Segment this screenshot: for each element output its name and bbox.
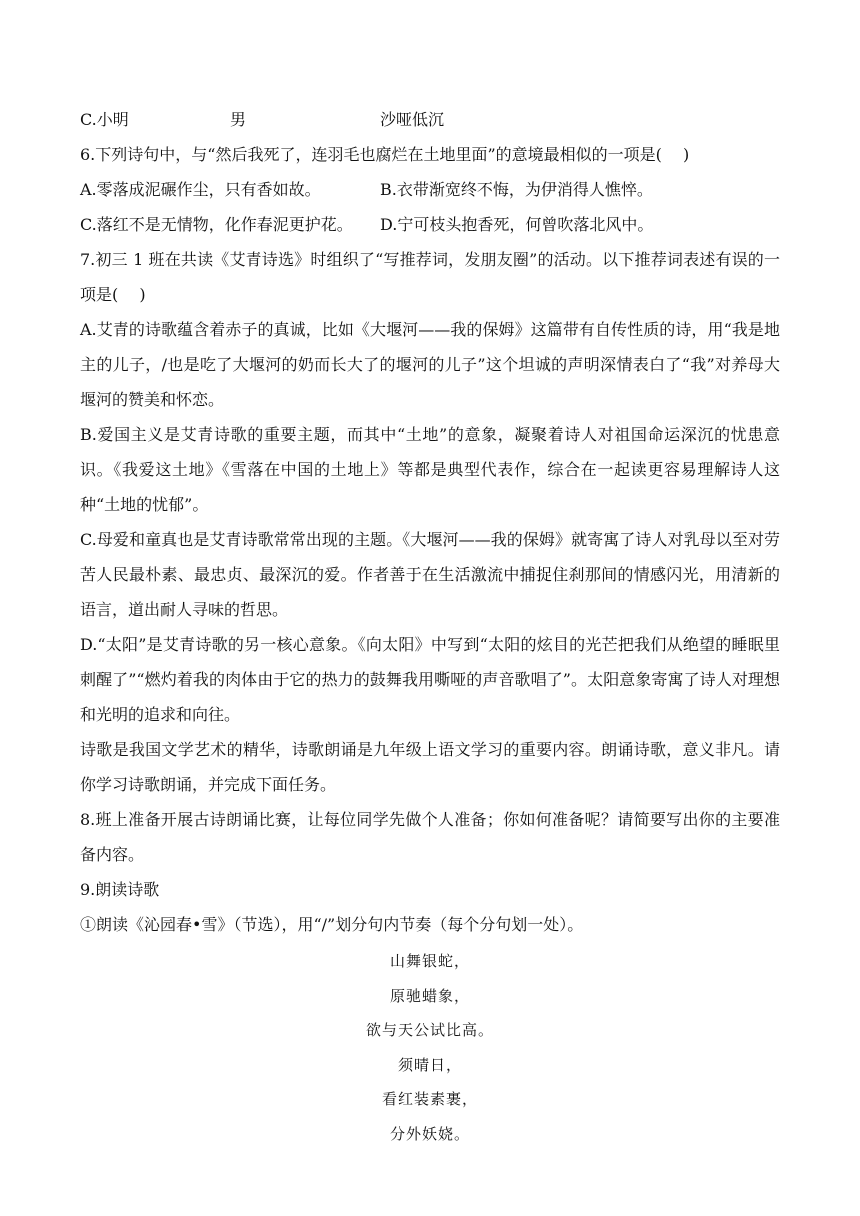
q6-option-b: B.衣带渐宽终不悔，为伊消得人憔悴。 bbox=[380, 180, 653, 199]
poem-line: 山舞银蛇， bbox=[389, 952, 470, 970]
q5-option-c-voice: 沙哑低沉 bbox=[380, 110, 445, 129]
q7-option-a: A.艾青的诗歌蕴含着赤子的真诚，比如《大堰河——我的保姆》这篇带有自传性质的诗，用“我是地主的儿子，/也是吃了大堰河的奶而长大了的堰河的儿子”这个坦诚的声明深情表白了“我”对养母大堰河的赞美和怀恋。 bbox=[80, 320, 780, 409]
q6-options-cd bbox=[80, 207, 780, 242]
q5-option-c-label: C.小明 bbox=[80, 110, 129, 129]
poem-line: 欲与天公试比高。 bbox=[365, 1021, 494, 1039]
section-intro: 诗歌是我国文学艺术的精华，诗歌朗诵是九年级上语文学习的重要内容。朗诵诗歌，意义非凡。请你学习诗歌朗诵，并完成下面任务。 bbox=[80, 740, 780, 794]
q7-option-d: D.“太阳”是艾青诗歌的另一核心意象。《向太阳》中写到“太阳的炫目的光芒把我们从绝望的睡眠里刺醒了”“燃灼着我的肉体由于它的热力的鼓舞我用嘶哑的声音歌唱了”。太阳意象寄寓了诗人对理想和光明的追求和向往。 bbox=[80, 635, 780, 724]
q5-option-c-gender: 男 bbox=[230, 110, 247, 129]
q6-stem: 6.下列诗句中，与“然后我死了，连羽毛也腐烂在土地里面”的意境最相似的一项是( ) bbox=[80, 145, 690, 164]
q7-option-c: C.母爱和童真也是艾青诗歌常常出现的主题。《大堰河——我的保姆》就寄寓了诗人对乳母以至对劳苦人民最朴素、最忠贞、最深沉的爱。作者善于在生活激流中捕捉住刹那间的情感闪光，用清新的语言，道出耐人寻味的哲思。 bbox=[80, 530, 780, 619]
q7-stem: 7.初三 1 班在共读《艾青诗选》时组织了“写推荐词，发朋友圈”的活动。以下推荐词表述有误的一项是( ) bbox=[80, 250, 780, 304]
q6-option-c: C.落红不是无情物，化作春泥更护花。 bbox=[80, 215, 353, 234]
poem-line: 原驰蜡象， bbox=[389, 986, 470, 1005]
q6-options-ab bbox=[80, 172, 780, 207]
poem-excerpt bbox=[80, 944, 780, 1151]
document-page bbox=[80, 102, 780, 1151]
poem-line: 分外妖娆。 bbox=[389, 1124, 470, 1143]
poem-line: 须晴日， bbox=[397, 1055, 462, 1074]
q5-option-c-row bbox=[80, 102, 780, 137]
q9-title: 9.朗读诗歌 bbox=[80, 880, 160, 899]
poem-line: 看红装素裹， bbox=[381, 1090, 478, 1108]
q6-option-a: A.零落成泥碾作尘，只有香如故。 bbox=[80, 180, 321, 199]
q8-stem: 8.班上准备开展古诗朗诵比赛，让每位同学先做个人准备；你如何准备呢？请简要写出你的主要准备内容。 bbox=[80, 810, 780, 864]
q7-option-b: B.爱国主义是艾青诗歌的重要主题，而其中“土地”的意象，凝聚着诗人对祖国命运深沉的忧患意识。《我爱这土地》《雪落在中国的土地上》等都是典型代表作，综合在一起读更容易理解诗人这种“土地的忧郁”。 bbox=[80, 425, 780, 514]
q9-sub1: ①朗读《沁园春•雪》（节选），用“/”划分句内节奏（每个分句划一处）。 bbox=[80, 915, 584, 934]
q6-option-d: D.宁可枝头抱香死，何曾吹落北风中。 bbox=[380, 215, 654, 234]
